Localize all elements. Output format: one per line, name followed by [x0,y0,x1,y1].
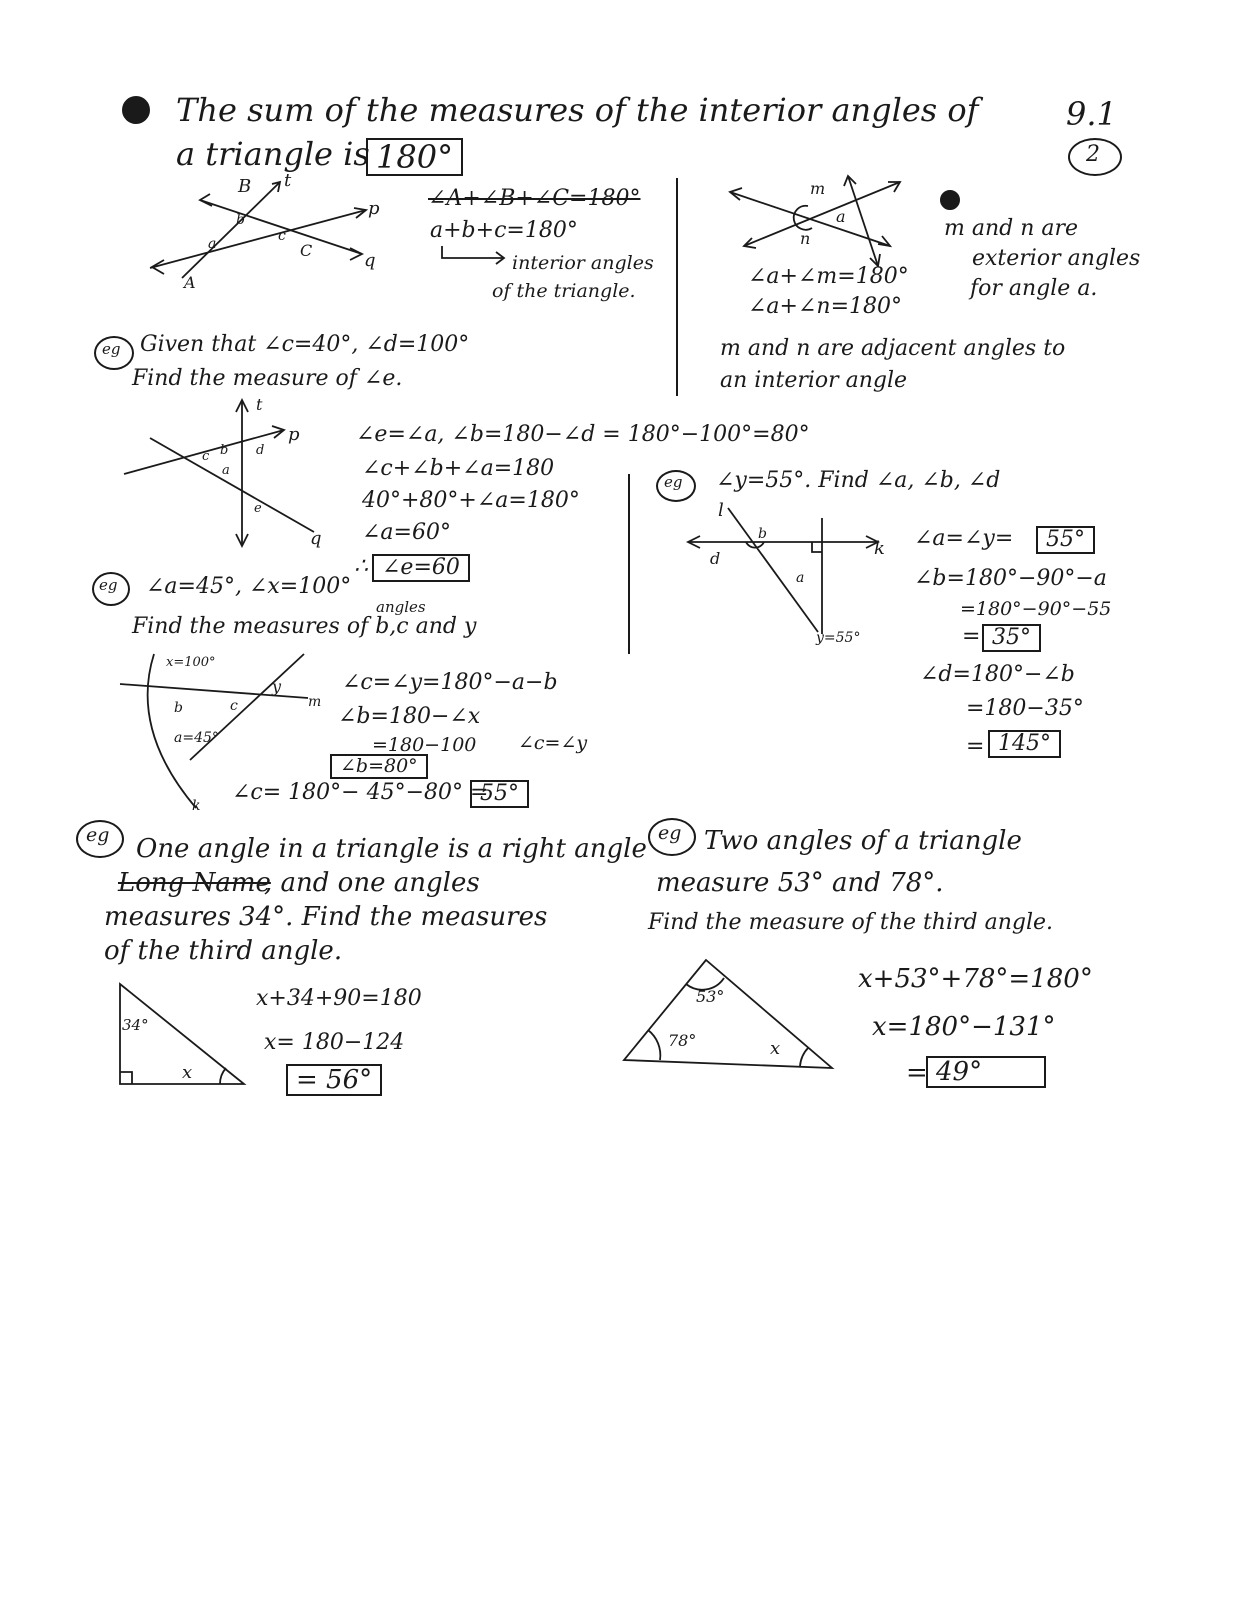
example5-triangle [620,956,840,1068]
figure-label-angle34: 34° [122,1016,149,1034]
figure-label-x100: x=100° [166,655,216,670]
figure-stroke [120,1072,132,1084]
figure-label-a45: a=45° [174,730,219,746]
example3-step-4-prefix: = [962,624,981,649]
example3-step-3: =180°−90°−55 [960,598,1112,620]
example3-figure [688,500,898,654]
figure-label-p: p [368,198,380,219]
example5-step-3-prefix: = [906,1058,928,1088]
figure-label-n: n [800,229,811,248]
exterior-eq-1: ∠a+∠m=180° [748,264,909,289]
example1-prompt-2: Find the measure of ∠e. [132,366,403,391]
example3-answer-b: 35° [982,624,1041,652]
eg-label-1: eg [102,340,121,358]
example3-prompt: ∠y=55°. Find ∠a, ∠b, ∠d [716,468,1001,493]
figure-stroke [728,508,818,632]
example3-step-1: ∠a=∠y= [914,526,1014,551]
figure-label-t: t [284,170,292,191]
example5-line-3: Find the measure of the third angle. [648,910,1054,935]
intro-line-2: a triangle is [176,135,370,173]
example4-line-2-struck: Long Name [118,868,271,898]
note-of-triangle: of the triangle. [492,280,636,302]
example4-step-2: x= 180−124 [264,1030,405,1055]
struck-equation: ∠A+∠B+∠C=180° [428,186,641,211]
figure-label-t: t [256,395,263,414]
figure-stroke [442,246,504,258]
exterior-note-2: exterior angles [972,246,1141,271]
example4-line-1: One angle in a triangle is a right angle [136,834,647,864]
example3-step-5: ∠d=180°−∠b [920,662,1075,687]
exterior-note-5: an interior angle [720,368,908,393]
example1-step-3: 40°+80°+∠a=180° [362,488,580,513]
figure-label-p: p [288,424,300,445]
bullet-mark [122,96,150,124]
figure-label-d: d [256,443,265,458]
example4-line-3: measures 34°. Find the measures [104,902,548,932]
figure-label-a: a [222,463,230,478]
example2-prompt-3: Find the measures of b,c and y [132,614,477,639]
example2-step-1: ∠c=∠y=180°−a−b [342,670,558,695]
section-number: 9.1 [1066,95,1117,133]
figure-stroke [624,960,832,1068]
figure-label-a: a [208,236,217,252]
example5-step-1: x+53°+78°=180° [858,964,1093,994]
page-number: 2 [1086,142,1100,167]
figure-label-m: m [308,694,322,710]
example1-prompt-1: Given that ∠c=40°, ∠d=100° [140,332,470,357]
figure-stroke [848,176,878,266]
eg-label-3: eg [664,473,683,491]
note-interior-angles: interior angles [512,252,654,274]
figure-stroke [878,236,890,246]
example4-line-2: , and one angles [264,868,480,898]
figure-label-a: a [796,570,805,586]
figure-label-x: x [182,1062,193,1083]
example3-answer-d: 145° [988,730,1061,758]
exterior-note-1: m and n are [944,216,1079,241]
figure-label-c: c [230,698,238,714]
example1-therefore: ∴ [354,554,368,579]
example2-step-2: ∠b=180−∠x [338,704,481,729]
example1-step-2: ∠c+∠b+∠a=180 [362,456,555,481]
example2-prompt-1: ∠a=45°, ∠x=100° [146,574,352,599]
exterior-note-3: for angle a. [970,276,1098,301]
figure-label-x: x [770,1038,781,1059]
figure-label-b: b [758,526,767,542]
figure-label-m: m [810,179,826,198]
exterior-eq-2: ∠a+∠n=180° [748,294,903,319]
figure-label-c: c [278,228,286,244]
example4-triangle [108,980,258,1090]
figure-label-y: y [272,677,282,696]
vertical-divider-top [676,178,678,396]
figure-stroke [220,1068,226,1084]
figure-label-b: b [236,212,245,228]
example1-answer-box: ∠e=60 [372,554,470,582]
vertical-divider-middle [628,474,630,654]
figure-label-k: k [192,798,201,814]
figure-label-l: l [718,500,724,521]
example3-answer-a: 55° [1036,526,1095,554]
figure-label-q: q [364,250,376,271]
arrow-left-upper [200,194,212,206]
eg-label-2: eg [99,576,118,594]
figure-label-a: a [836,207,846,226]
triangle-lines-figure [150,170,380,300]
figure-stroke [648,1030,660,1060]
figure-label-angle53: 53° [696,987,725,1006]
eg-label-4: eg [86,824,110,846]
figure-label-C: C [300,241,313,260]
example2-answer-b: ∠b=80° [330,754,428,779]
exterior-note-4: m and n are adjacent angles to [720,336,1066,361]
figure-stroke [812,542,822,552]
figure-stroke [800,1048,808,1066]
example4-answer: = 56° [286,1064,382,1096]
example5-step-2: x=180°−131° [872,1012,1056,1042]
example1-figure [124,395,324,549]
example4-step-1: x+34+90=180 [256,986,422,1011]
figure-label-y55: y=55° [816,630,861,646]
example3-step-2: ∠b=180°−90°−a [914,566,1107,591]
figure-label-k: k [874,538,885,559]
arrow-to-note [440,246,510,266]
example2-step-4: ∠c= 180°− 45°−80° = [232,780,489,805]
example5-answer: 49° [926,1056,1046,1088]
figure-label-A: A [184,273,196,292]
exterior-angle-figure [730,174,920,274]
intro-answer-box: 180° [366,138,463,176]
line-q [200,200,362,254]
intro-line-1: The sum of the measures of the interior angles of [176,91,979,129]
figure-label-b: b [220,443,229,458]
example5-line-2: measure 53° and 78°. [656,868,944,898]
eg-label-5: eg [658,822,682,844]
example2-prompt-angles: angles [376,598,426,616]
figure-stroke [794,206,812,230]
example2-step-3: =180−100 [372,734,477,756]
example2-side-note: ∠c=∠y [518,732,588,754]
example4-line-4: of the third angle. [104,936,343,966]
line-t [182,182,280,278]
figure-label-b: b [174,700,183,716]
figure-stroke [150,438,314,532]
example1-step-4: ∠a=60° [362,520,451,545]
example3-step-6: =180−35° [966,696,1084,721]
figure-label-e: e [254,501,262,516]
abc-equation: a+b+c=180° [430,218,578,243]
label-B-text: B [238,176,252,197]
example3-step-7-prefix: = [966,734,985,759]
bullet-mark-2 [940,190,960,210]
figure-label-c: c [202,449,210,464]
arrow-q [350,248,362,260]
figure-label-q: q [310,528,322,549]
figure-label-d: d [710,549,721,568]
figure-label-angle78: 78° [668,1031,697,1050]
example1-step-1: ∠e=∠a, ∠b=180−∠d = 180°−100°=80° [356,422,810,447]
example5-line-1: Two angles of a triangle [704,826,1022,856]
example2-answer-c: 55° [470,780,529,808]
